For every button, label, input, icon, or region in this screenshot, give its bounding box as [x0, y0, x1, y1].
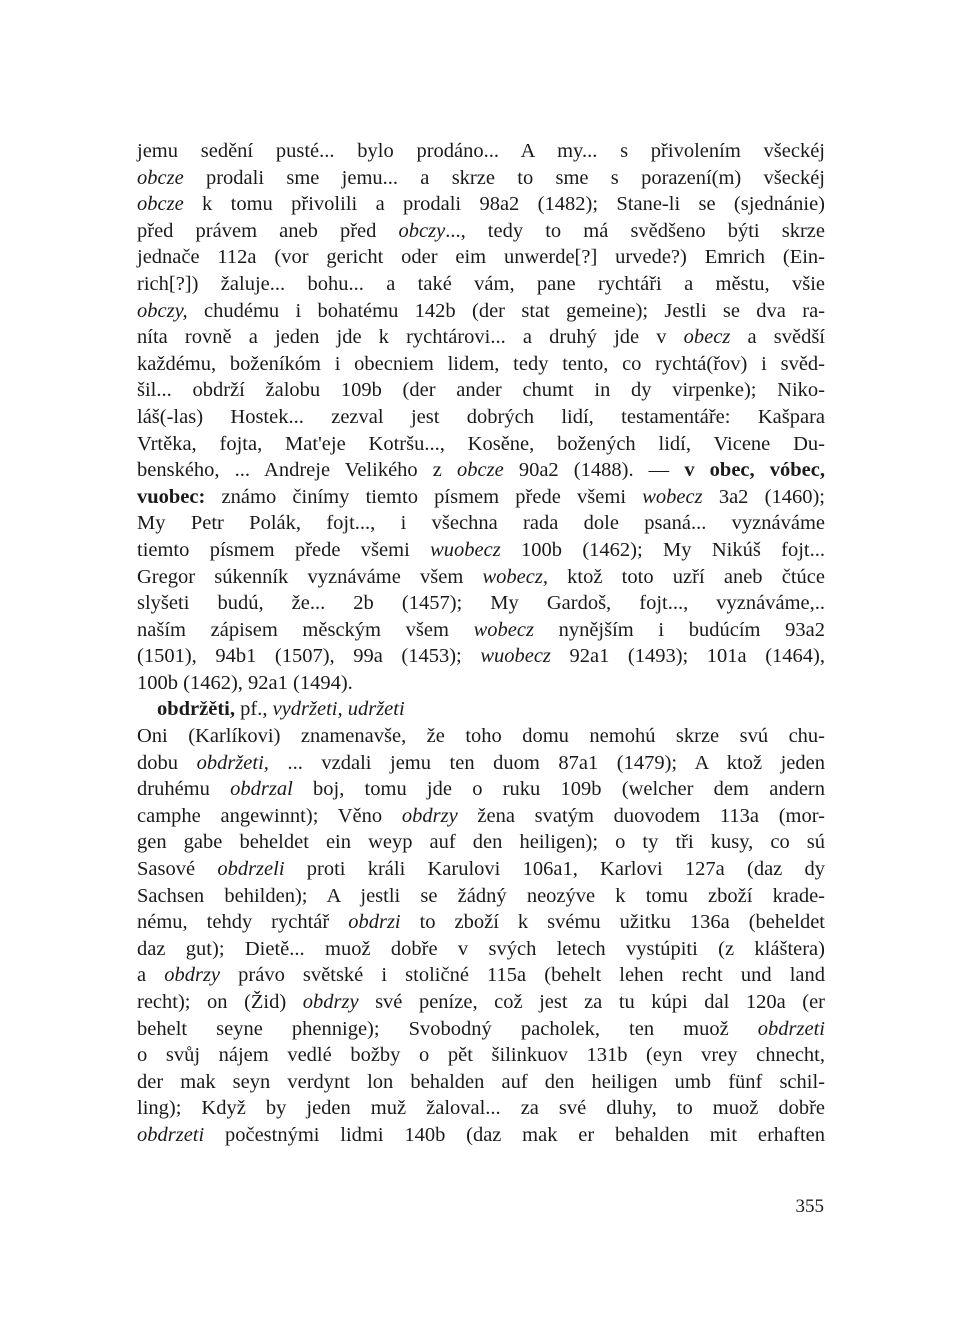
text-line [137, 1095, 825, 1122]
text-line [137, 324, 825, 351]
text-segment: behelt seyne phennige); Svobodný pacholek, ten muož [137, 1017, 758, 1040]
text-segment: boj, tomu jde o ruku 109b (welcher dem andern [292, 778, 825, 801]
text-segment: jemu sedění pusté... bylo prodáno... A my... s přivolením všeckéj [137, 140, 825, 162]
text-line [137, 617, 825, 644]
text-line [137, 962, 825, 989]
text-segment: prodali sme jemu... a skrze to sme s porazení(m) všeckéj [183, 166, 825, 189]
text-segment: Gregor súkenník vyznáváme všem [137, 565, 483, 588]
italic-text: obdrzy [164, 964, 221, 987]
text-segment: recht); on (Žid) [137, 991, 303, 1013]
italic-text: obczy [398, 219, 446, 242]
italic-text: obdrzy [401, 804, 458, 827]
text-line [137, 989, 825, 1016]
text-segment: Sachsen behilden); A jestli se žádný neozýve k tomu zboží krade- [137, 884, 825, 907]
italic-text: obdrzal [230, 778, 293, 801]
text-segment: ..., tedy to má svědšeno býti skrze [445, 219, 825, 242]
page-number: 355 [795, 1196, 824, 1217]
text-line [137, 1016, 825, 1043]
italic-text: obdrzi [348, 911, 401, 934]
text-line [137, 670, 825, 697]
text-line [137, 856, 825, 883]
text-segment: naším zápisem měsckým všem [137, 618, 474, 641]
text-segment: o svůj nájem vedlé božby o pět šilinkuov 131b (eyn vrey chnecht, [137, 1044, 825, 1067]
text-line [137, 643, 825, 670]
text-line [137, 909, 825, 936]
text-segment: láš(-las) Hostek... zezval jest dobrých lidí, testamentáře: Kašpara [137, 405, 825, 428]
italic-text: wobecz [473, 618, 534, 641]
text-line [137, 431, 825, 458]
text-line [137, 829, 825, 856]
bold-text: obdržěti, [157, 698, 235, 721]
text-line [137, 1122, 825, 1149]
text-line [137, 883, 825, 910]
text-segment: každému, boženíkóm i obecniem lidem, tedy tento, co rychtá(řov) i svěd- [137, 352, 825, 375]
text-segment: Vrtěka, fojta, Mat'eje Kotršu..., Kosěne, božených lidí, Vicene Du- [137, 432, 825, 455]
text-line [137, 404, 825, 431]
text-line [137, 803, 825, 830]
text-segment: My Petr Polák, fojt..., i všechna rada dole psaná... vyznáváme [137, 512, 825, 535]
text-line [137, 244, 825, 271]
text-segment: slyšeti budú, že... 2b (1457); My Gardoš, fojt..., vyznáváme,.. [137, 592, 825, 615]
text-segment: Sasové [137, 858, 218, 881]
text-segment: dobu [137, 751, 197, 774]
text-line [137, 590, 825, 617]
text-line [137, 218, 825, 245]
text-segment: benského, ... Andreje Velikého z [137, 459, 458, 482]
text-segment: der mak seyn verdynt lon behalden auf den heiligen umb fünf schil- [137, 1070, 825, 1093]
text-segment: nému, tehdy rychtář [137, 911, 349, 934]
text-segment: žena svatým duovodem 113a (mor- [457, 804, 825, 827]
text-segment: a [137, 964, 165, 987]
text-segment: tiemto písmem přede všemi [137, 538, 431, 561]
text-segment: počestnými lidmi 140b (daz mak er behalden mit erhaften [204, 1123, 825, 1146]
text-line [137, 191, 825, 218]
text-segment: chudému i bohatému 142b (der stat gemeine); Jestli se dva ra- [187, 299, 825, 322]
text-segment: před právem aneb před [137, 219, 399, 242]
text-segment: k tomu přivolili a prodali 98a2 (1482); Stane-li se (sjednánie) [183, 193, 825, 216]
text-line [137, 696, 825, 723]
text-line [137, 271, 825, 298]
text-line [137, 298, 825, 325]
text-segment: gen gabe beheldet ein weyp auf den heiligen); o ty tři kusy, co sú [137, 831, 825, 854]
text-line [137, 776, 825, 803]
text-line [137, 723, 825, 750]
text-line [137, 1042, 825, 1069]
italic-text: obdrzeti [137, 1123, 205, 1146]
text-segment: 3a2 (1460); [702, 485, 825, 508]
text-segment: to zboží k svému užitku 136a (beheldet [400, 911, 825, 934]
italic-text: obcze [137, 166, 184, 189]
italic-text: obdržeti, [196, 751, 269, 774]
text-line [137, 510, 825, 537]
page-text [137, 138, 825, 1149]
text-segment: ... vzdali jemu ten duom 87a1 (1479); A ktož jeden [268, 751, 826, 774]
text-segment: právo světské i stoličné 115a (behelt lehen recht und land [220, 964, 825, 987]
italic-text: obczy, [137, 299, 188, 322]
text-segment: pf., [235, 698, 273, 721]
italic-text: obecz [683, 326, 731, 349]
text-segment: své peníze, což jest za tu kúpi dal 120a (er [358, 991, 826, 1013]
italic-text: wuobecz [430, 538, 501, 561]
text-line [137, 457, 825, 484]
text-line [137, 484, 825, 511]
text-segment: 90a2 (1488). — [503, 459, 685, 482]
italic-text: wuobecz [480, 645, 551, 668]
text-segment: jednače 112a (vor gericht oder eim unwerde[?] urvede?) Emrich (Ein- [137, 246, 825, 269]
text-line [137, 564, 825, 591]
bold-text: v obec, vóbec, [684, 459, 825, 482]
text-segment: proti králi Karulovi 106a1, Karlovi 127a (daz dy [284, 858, 826, 881]
text-line [137, 750, 825, 777]
text-segment: 100b (1462); My Nikúš fojt... [500, 538, 825, 561]
text-segment: šil... obdrží žalobu 109b (der ander chumt in dy virpenke); Niko- [137, 379, 825, 402]
italic-text: obcze [457, 459, 504, 482]
italic-text: obcze [137, 193, 184, 216]
text-segment: Oni (Karlíkovi) znamenavše, že toho domu nemohú skrze svú chu- [137, 725, 825, 748]
text-line [137, 936, 825, 963]
text-segment: ling); Když by jeden muž žaloval... za své dluhy, to muož dobře [137, 1097, 825, 1120]
text-segment: rich[?]) žaluje... bohu... a také vám, pane rychtáři a městu, všie [137, 272, 825, 295]
italic-text: vydržeti, udržeti [272, 698, 405, 721]
text-segment: camphe angewinnt); Věno [137, 804, 402, 827]
italic-text: wobecz [642, 485, 703, 508]
italic-text: obdrzeti [757, 1017, 825, 1040]
text-line [137, 138, 825, 165]
text-segment: níta rovně a jeden jde k rychtárovi... a druhý jde v [137, 326, 684, 349]
text-segment: nynějším i budúcím 93a2 [533, 618, 825, 641]
text-segment: ktož toto uzří aneb čtúce [547, 565, 825, 588]
italic-text: obdrzy [302, 991, 359, 1013]
text-segment: druhému [137, 778, 231, 801]
text-line [137, 537, 825, 564]
text-line [137, 377, 825, 404]
text-line [137, 165, 825, 192]
text-segment: 92a1 (1493); 101a (1464), [550, 645, 825, 668]
text-segment: (1501), 94b1 (1507), 99a (1453); [137, 645, 481, 668]
bold-text: vuobec: [137, 485, 206, 508]
text-segment: 100b (1462), 92a1 (1494). [137, 671, 353, 694]
text-line [137, 351, 825, 378]
text-segment: a svědší [730, 326, 825, 349]
italic-text: obdrzeli [217, 858, 285, 881]
italic-text: wobecz, [482, 565, 548, 588]
text-line [137, 1069, 825, 1096]
text-segment: daz gut); Dietě... muož dobře v svých letech vystúpiti (z kláštera) [137, 937, 825, 960]
text-segment: známo činímy tiemto písmem přede všemi [205, 485, 643, 508]
